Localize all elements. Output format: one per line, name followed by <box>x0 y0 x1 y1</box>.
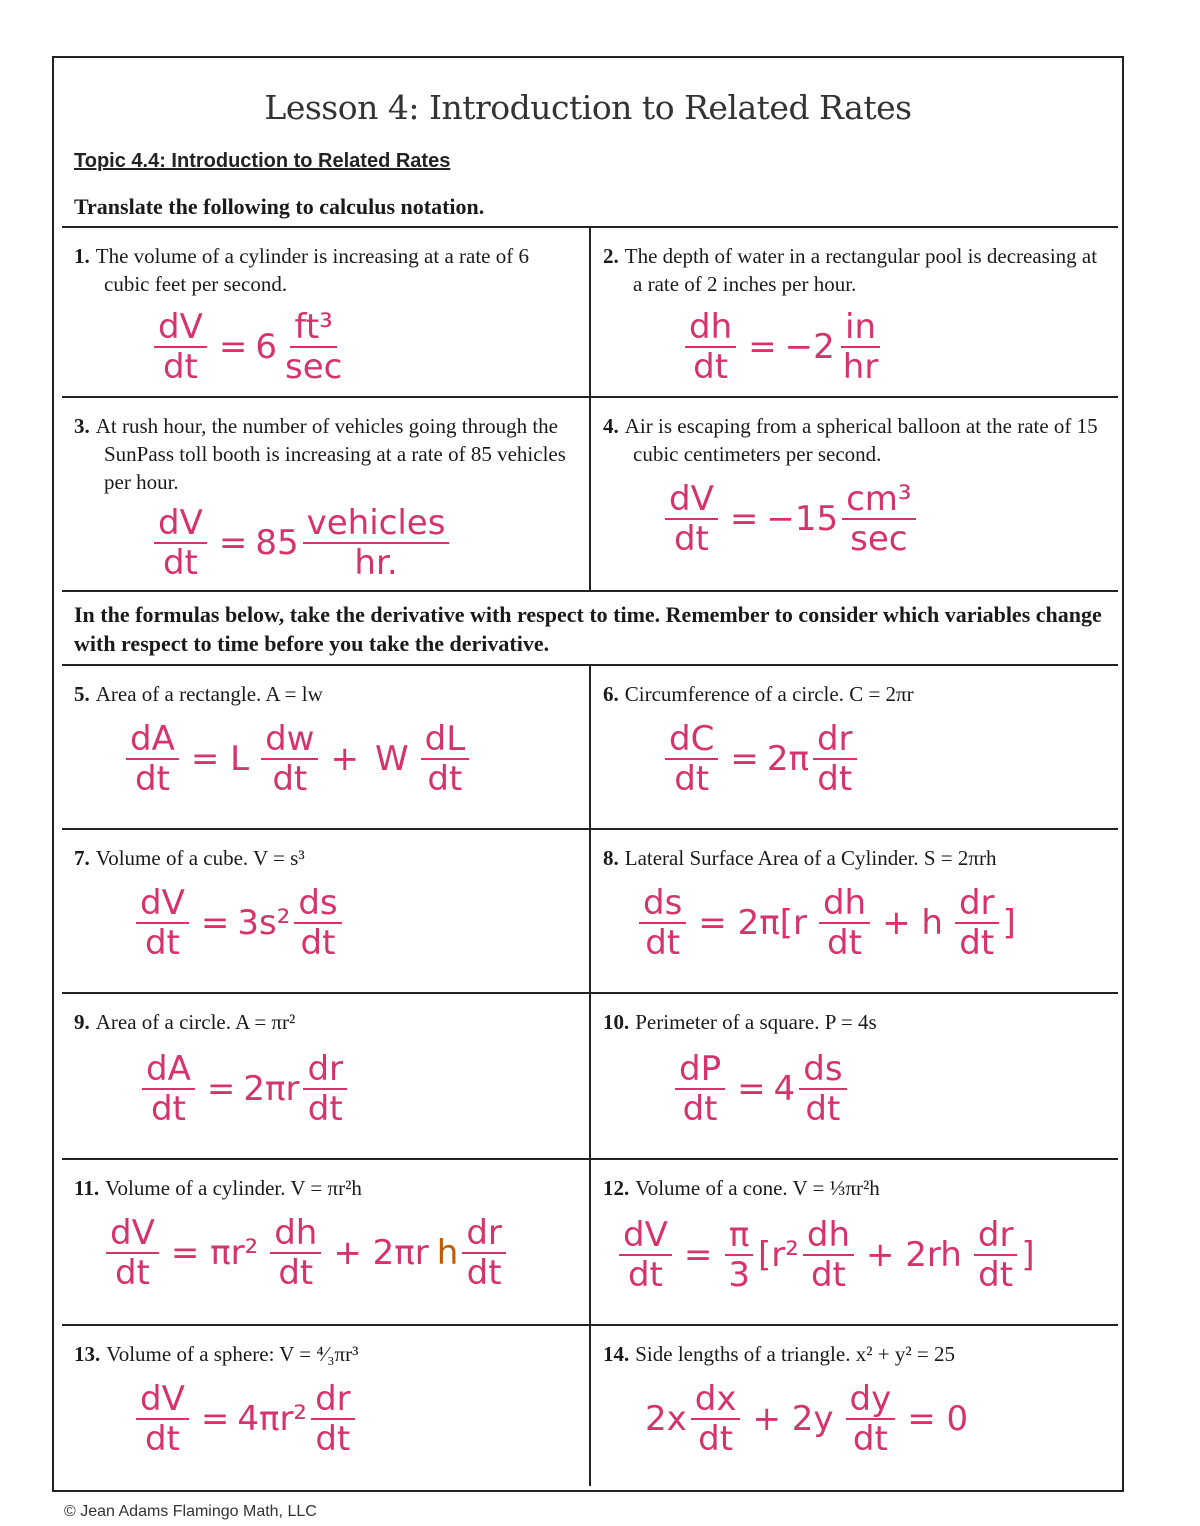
problem-text: At rush hour, the number of vehicles going through the SunPass toll booth is increasing at a rate of 85 vehicles per hour. <box>95 414 566 494</box>
answer-text: = <box>683 1235 713 1275</box>
answer-4 <box>661 480 1118 558</box>
answer-text: dt <box>852 1419 888 1459</box>
worksheet-frame <box>52 56 1124 1492</box>
answer-text: + 2πr <box>333 1233 429 1273</box>
problem-cell-12 <box>591 1160 1118 1326</box>
answer-14 <box>645 1380 1118 1458</box>
answer-text: 85 <box>255 523 299 563</box>
answer-text: + <box>330 739 359 779</box>
answer-13 <box>132 1380 589 1458</box>
answer-text: h <box>436 1233 459 1273</box>
problem-cell-13 <box>62 1326 591 1486</box>
answer-9 <box>138 1050 589 1128</box>
answer-text: dV <box>154 308 207 348</box>
answer-text: dr <box>955 884 999 924</box>
problem-text: Volume of a cylinder. V = πr²h <box>105 1176 362 1200</box>
answer-text: 2πr <box>243 1069 300 1109</box>
answer-text: hr <box>842 347 879 387</box>
answer-5 <box>122 720 589 798</box>
problem-text: The depth of water in a rectangular pool is decreasing at a rate of 2 inches per hour. <box>624 244 1098 296</box>
problem-row <box>62 396 1118 592</box>
answer-text: dt <box>817 759 853 799</box>
answer-text: dr <box>813 720 857 760</box>
answer-2 <box>681 308 1118 386</box>
answer-text: vehicles <box>303 504 450 544</box>
answer-text: + 2rh <box>866 1235 962 1275</box>
answer-text: dC <box>665 720 718 760</box>
problem-text: Area of a circle. A = πr² <box>95 1010 296 1034</box>
answer-1 <box>150 308 589 386</box>
problem-row <box>62 1324 1118 1486</box>
problem-number: 1. <box>74 244 90 268</box>
problem-cell-4 <box>591 398 1118 592</box>
answer-text: ] <box>1021 1235 1035 1275</box>
problem-text: Lateral Surface Area of a Cylinder. S = 2πrh <box>624 846 997 870</box>
problem-number: 13. <box>74 1342 101 1366</box>
problem-cell-5 <box>62 666 591 830</box>
problem-cell-9 <box>62 994 591 1160</box>
answer-text: + h <box>882 903 943 943</box>
problem-row <box>62 992 1118 1160</box>
answer-text: = <box>200 903 230 943</box>
page-title: Lesson 4: Introduction to Related Rates <box>264 88 912 127</box>
problem-cell-8 <box>591 830 1118 994</box>
answer-text: dP <box>675 1050 725 1090</box>
answer-text: dt <box>300 923 336 963</box>
answer-text: dt <box>144 923 180 963</box>
problem-cell-6 <box>591 666 1118 830</box>
answer-text: dt <box>134 759 170 799</box>
topic-heading: Topic 4.4: Introduction to Related Rates <box>74 150 451 172</box>
answer-text: 4πr² <box>237 1399 308 1439</box>
problem-cell-11 <box>62 1160 591 1326</box>
answer-text: 4 <box>773 1069 796 1109</box>
instruction-cell <box>62 592 1118 666</box>
answer-text: −2 <box>784 327 835 367</box>
answer-text: ds <box>639 884 686 924</box>
answer-text: dA <box>126 720 179 760</box>
problem-number: 14. <box>603 1342 630 1366</box>
problem-number: 4. <box>603 414 619 438</box>
answer-text: dt <box>682 1089 718 1129</box>
answer-text: dt <box>272 759 308 799</box>
problem-number: 2. <box>603 244 619 268</box>
problem-number: 7. <box>74 846 90 870</box>
answer-text: dt <box>959 923 995 963</box>
answer-text: 2x <box>645 1399 687 1439</box>
instruction-translate: Translate the following to calculus notation. <box>74 194 485 219</box>
answer-text: dt <box>978 1255 1014 1295</box>
answer-text: dt <box>810 1255 846 1295</box>
problem-text: Circumference of a circle. C = 2πr <box>624 682 914 706</box>
answer-text: = <box>218 327 248 367</box>
answer-text: ds <box>799 1050 846 1090</box>
problem-text: Side lengths of a triangle. x² + y² = 25 <box>635 1342 955 1366</box>
answer-text: dV <box>619 1216 672 1256</box>
answer-text: = πr² <box>170 1233 259 1273</box>
problem-number: 6. <box>603 682 619 706</box>
answer-text: dt <box>162 347 198 387</box>
instruction-row <box>62 590 1118 666</box>
answer-text: = <box>218 523 248 563</box>
answer-text: dr <box>462 1214 506 1254</box>
answer-text: dh <box>819 884 870 924</box>
answer-text: dV <box>665 480 718 520</box>
copyright-footer: © Jean Adams Flamingo Math, LLC <box>64 1503 317 1520</box>
problem-text: Volume of a sphere: V = ⁴⁄₃πr³ <box>106 1342 359 1366</box>
answer-text: π <box>725 1216 753 1256</box>
answer-text: dh <box>685 308 736 348</box>
problem-cell-2 <box>591 228 1118 398</box>
answer-3 <box>150 504 589 582</box>
answer-text: dw <box>261 720 318 760</box>
answer-text: in <box>841 308 880 348</box>
answer-text: dh <box>270 1214 321 1254</box>
answer-text: dV <box>136 884 189 924</box>
answer-text: = <box>200 1399 230 1439</box>
problem-cell-10 <box>591 994 1118 1160</box>
answer-text: dr <box>311 1380 355 1420</box>
problem-text: Volume of a cone. V = ⅓πr²h <box>635 1176 880 1200</box>
answer-text: dA <box>142 1050 195 1090</box>
problem-number: 8. <box>603 846 619 870</box>
answer-10 <box>671 1050 1118 1128</box>
answer-text: dh <box>803 1216 854 1256</box>
problem-text: Air is escaping from a spherical balloon at the rate of 15 cubic centimeters per second. <box>624 414 1098 466</box>
answer-text: cm³ <box>842 480 915 520</box>
problem-cell-14 <box>591 1326 1118 1486</box>
problem-row <box>62 226 1118 398</box>
answer-text: dt <box>114 1253 150 1293</box>
answer-text: dt <box>278 1253 314 1293</box>
answer-text: dt <box>144 1419 180 1459</box>
answer-text: dt <box>673 519 709 559</box>
answer-text: sec <box>850 519 908 559</box>
answer-text: dt <box>315 1419 351 1459</box>
answer-text: + 2y <box>752 1399 834 1439</box>
answer-text: [r² <box>757 1235 799 1275</box>
answer-text: = <box>206 1069 236 1109</box>
answer-text: dt <box>150 1089 186 1129</box>
answer-text: ft³ <box>290 308 336 348</box>
answer-text: dV <box>106 1214 159 1254</box>
answer-text: dt <box>645 923 681 963</box>
answer-text: dt <box>627 1255 663 1295</box>
answer-text: dt <box>162 543 198 583</box>
problem-text: Area of a rectangle. A = lw <box>95 682 323 706</box>
problem-row <box>62 664 1118 830</box>
answer-text: dt <box>466 1253 502 1293</box>
answer-6 <box>661 720 1118 798</box>
answer-text: = <box>737 1069 766 1109</box>
problem-number: 12. <box>603 1176 630 1200</box>
answer-text: = <box>748 327 777 367</box>
answer-text: hr. <box>354 543 398 583</box>
answer-12 <box>615 1216 1118 1294</box>
problem-number: 11. <box>74 1176 100 1200</box>
answer-text: dt <box>674 759 710 799</box>
answer-text: dy <box>846 1380 896 1420</box>
answer-text: = L <box>190 739 250 779</box>
answer-text: dr <box>303 1050 347 1090</box>
problem-cell-3 <box>62 398 591 592</box>
answer-text: 3 <box>728 1255 750 1295</box>
answer-text: ds <box>294 884 341 924</box>
answer-text: dV <box>136 1380 189 1420</box>
problem-text: The volume of a cylinder is increasing at a rate of 6 cubic feet per second. <box>95 244 529 296</box>
answer-text: dL <box>421 720 470 760</box>
answer-text: dt <box>827 923 862 963</box>
answer-text: −15 <box>766 499 839 539</box>
problem-row <box>62 828 1118 994</box>
answer-11 <box>102 1214 589 1292</box>
answer-8 <box>635 884 1118 962</box>
problem-number: 10. <box>603 1010 630 1034</box>
problem-text: Volume of a cube. V = s³ <box>95 846 305 870</box>
problem-row <box>62 1158 1118 1326</box>
problem-text: Perimeter of a square. P = 4s <box>635 1010 877 1034</box>
answer-7 <box>132 884 589 962</box>
problem-number: 9. <box>74 1010 90 1034</box>
answer-text: = 0 <box>907 1399 969 1439</box>
answer-text: = <box>729 499 759 539</box>
answer-text: dt <box>693 347 729 387</box>
answer-text: = 2π[r <box>698 903 807 943</box>
answer-text: dr <box>974 1216 1018 1256</box>
answer-text: W <box>374 739 409 779</box>
problem-cell-1 <box>62 228 591 398</box>
answer-text: 6 <box>255 327 277 367</box>
answer-text: ] <box>1002 903 1016 943</box>
answer-text: dt <box>307 1089 343 1129</box>
problem-number: 5. <box>74 682 90 706</box>
problem-number: 3. <box>74 414 90 438</box>
answer-text: 2π <box>766 739 809 779</box>
answer-text: 3s² <box>237 903 291 943</box>
answer-text: dV <box>154 504 207 544</box>
answer-text: sec <box>284 347 343 387</box>
answer-text: dx <box>691 1380 741 1420</box>
answer-text: dt <box>805 1089 841 1129</box>
answer-text: = <box>730 739 759 779</box>
answer-text: dt <box>427 759 463 799</box>
answer-text: dt <box>698 1419 734 1459</box>
instruction-derivative: In the formulas below, take the derivative with respect to time. Remember to consider which variables change with respect to time before you take the derivative. <box>74 602 1102 656</box>
problem-cell-7 <box>62 830 591 994</box>
